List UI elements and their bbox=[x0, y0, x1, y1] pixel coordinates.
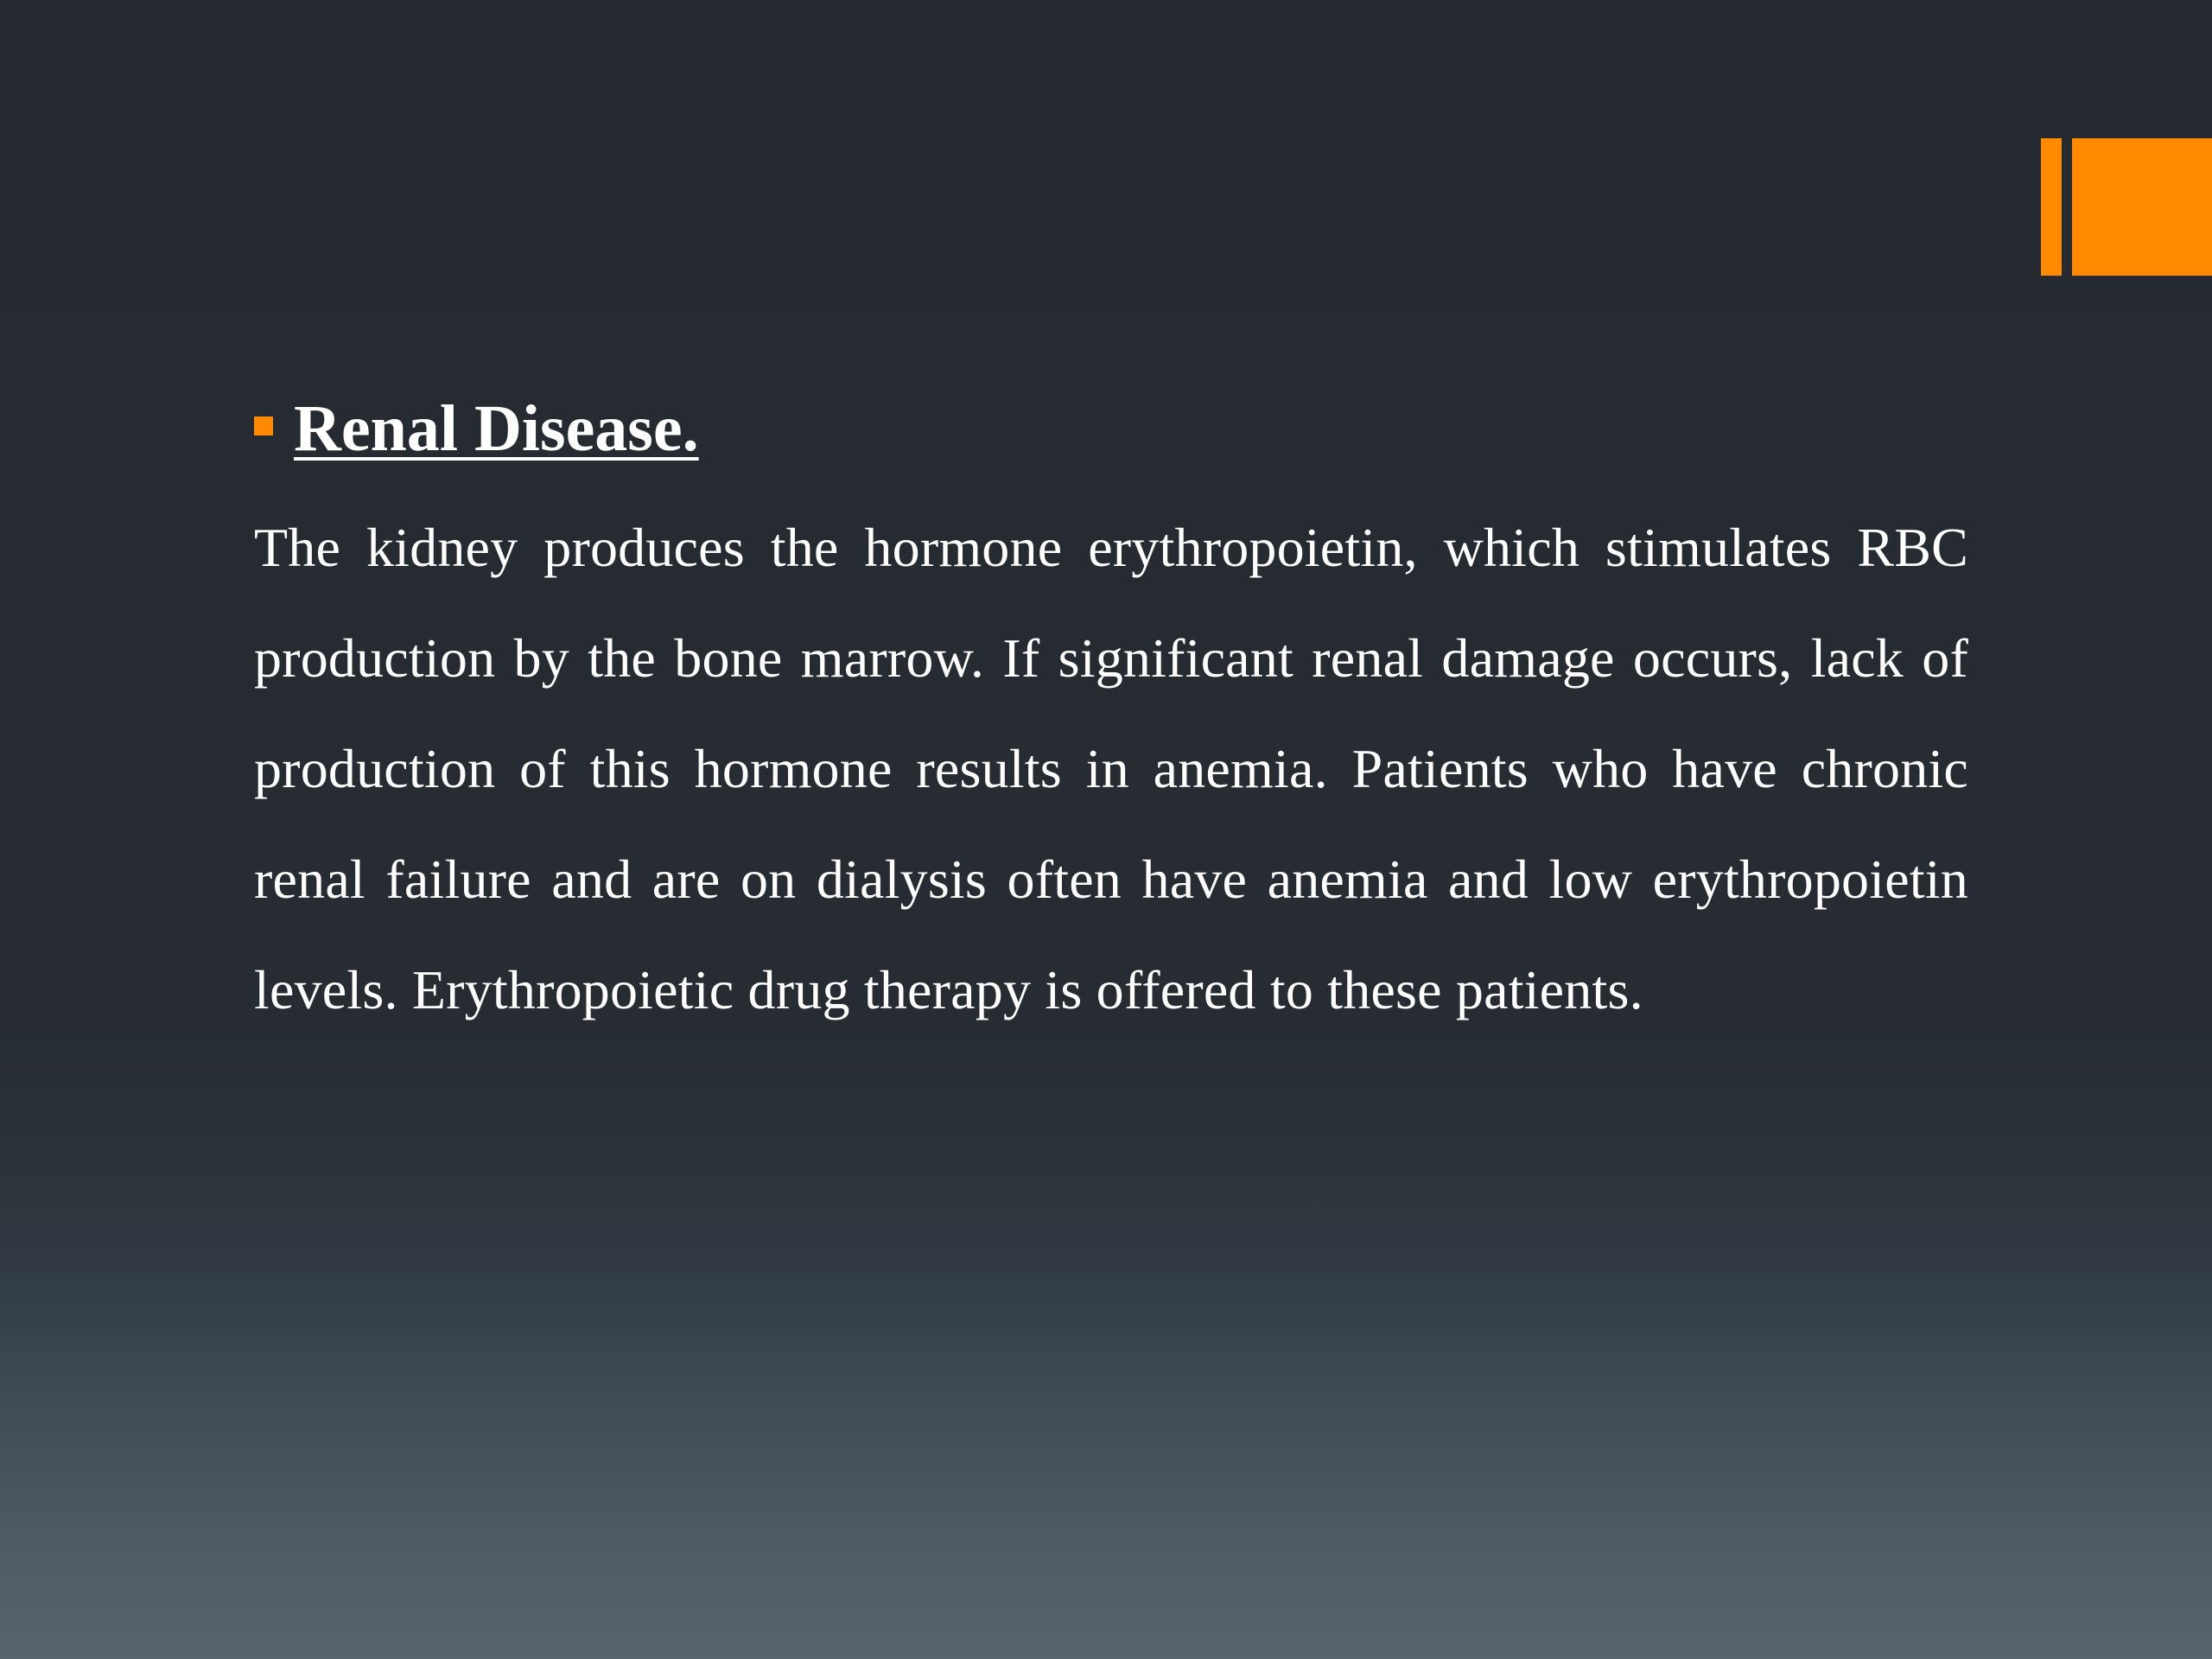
accent-bar-block bbox=[2072, 138, 2212, 276]
body-paragraph: The kidney produces the hormone erythropoietin, which stimulates RBC production by the bone marrow. If significant renal damage occurs, lack of production of this hormone results in anemia. Patients who have chronic renal failure and are on dialysis often have anemia and low erythropoietin levels. Erythropoietic drug therapy is offered to these patients. bbox=[254, 517, 1968, 1020]
square-bullet-icon bbox=[254, 416, 273, 435]
heading-row bbox=[254, 380, 1968, 477]
slide-content bbox=[254, 380, 1968, 1046]
accent-bar-thin bbox=[2041, 138, 2062, 276]
slide-heading: Renal Disease. bbox=[294, 392, 699, 465]
